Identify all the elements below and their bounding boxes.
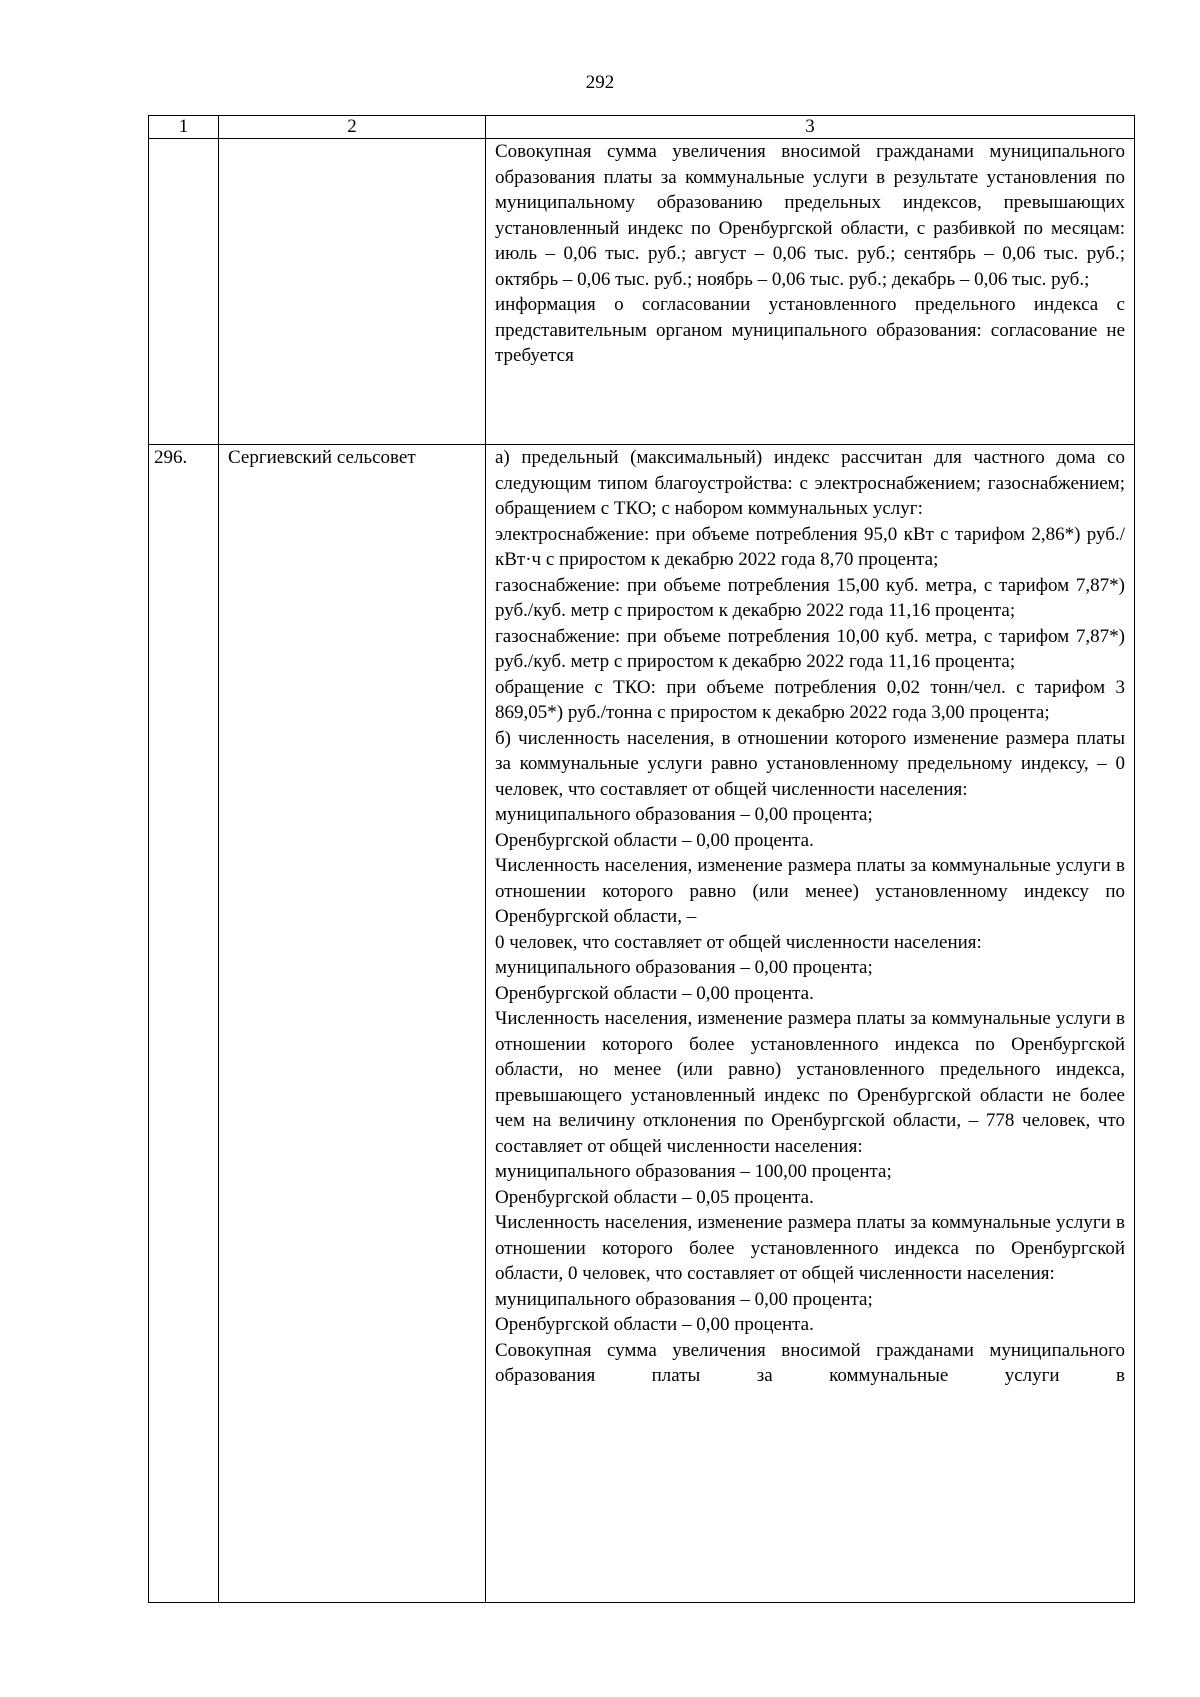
column-header-3: 3 (486, 116, 1135, 139)
row-number-cell: 296. (149, 445, 219, 1603)
municipality-name-cell (219, 139, 486, 445)
description-paragraph: газоснабжение: при объеме потребления 10,00 куб. метра, с тарифом 7,87*) руб./куб. метр с приростом к декабрю 2022 года 11,16 процента; (495, 625, 1125, 672)
description-paragraph: информация о согласовании установленного предельного индекса с представительным органом муниципального образования: согласование не требуется (495, 294, 1125, 366)
indices-table (148, 115, 1135, 1603)
description-paragraph: Совокупная сумма увеличения вносимой гражданами муниципального образования платы за коммунальные услуги в (495, 1339, 1125, 1386)
description-paragraph: электроснабжение: при объеме потребления 95,0 кВт с тарифом 2,86*) руб./кВт·ч с приростом к декабрю 2022 года 8,70 процента; (495, 523, 1125, 570)
description-paragraph: Численность населения, изменение размера платы за коммунальные услуги в отношении которого более установленного индекса по Оренбургской области, но менее (или равно) установленного предельного индекса, превышающего установленный индекс по Оренбургской области не более чем на величину отклонения по Оренбургской области, – 778 человек, что составляет от общей численности населения: (495, 1008, 1125, 1157)
municipality-name-cell: Сергиевский сельсовет (219, 445, 486, 1603)
table-row-continuation (149, 139, 1135, 445)
table-header-row (149, 116, 1135, 139)
description-paragraph: муниципального образования – 100,00 процента; (495, 1161, 892, 1182)
description-paragraph: муниципального образования – 0,00 процента; (495, 957, 873, 978)
description-paragraph: Оренбургской области – 0,00 процента. (495, 982, 814, 1004)
page-number: 292 (585, 72, 615, 93)
table-row-296 (149, 445, 1135, 1603)
description-cell (486, 445, 1135, 1603)
description-paragraph: Совокупная сумма увеличения вносимой гражданами муниципального образования платы за коммунальные услуги в результате установления по муниципальному образованию предельных индексов, превышающих установленный индекс по Оренбургской области, с разбивкой по месяцам: июль – 0,06 тыс. руб.; август – 0,06 тыс. руб.; сентябрь – 0,06 тыс. руб.; октябрь – 0,06 тыс. руб.; ноябрь – 0,06 тыс. руб.; декабрь – 0,06 тыс. руб.; (495, 141, 1125, 290)
description-paragraph: Оренбургской области – 0,00 процента. (495, 1314, 814, 1335)
description-paragraph: газоснабжение: при объеме потребления 15,00 куб. метра, с тарифом 7,87*) руб./куб. метр с приростом к декабрю 2022 года 11,16 процента; (495, 574, 1125, 621)
description-paragraph: 0 человек, что составляет от общей численности населения: (495, 931, 982, 953)
description-paragraph: Оренбургской области – 0,05 процента. (495, 1186, 814, 1208)
description-paragraph: а) предельный (максимальный) индекс рассчитан для частного дома со следующим типом благоустройства: с электроснабжением; газоснабжением; обращением с ТКО; с набором коммунальных услуг: (495, 447, 1125, 519)
description-paragraph: Оренбургской области – 0,00 процента. (495, 829, 814, 851)
description-paragraph: обращение с ТКО: при объеме потребления 0,02 тонн/чел. с тарифом 3 869,05*) руб./тонна с приростом к декабрю 2022 года 3,00 процента; (495, 676, 1125, 723)
description-paragraph: муниципального образования – 0,00 процента; (495, 804, 873, 825)
column-header-1: 1 (149, 116, 219, 139)
description-paragraph: муниципального образования – 0,00 процента; (495, 1288, 873, 1310)
row-number-cell (149, 139, 219, 445)
description-paragraph: Численность населения, изменение размера платы за коммунальные услуги в отношении которого равно (или менее) установленному индексу по Оренбургской области, – (495, 855, 1125, 927)
description-paragraph: Численность населения, изменение размера платы за коммунальные услуги в отношении которого более установленного индекса по Оренбургской области, 0 человек, что составляет от общей численности населения: (495, 1212, 1125, 1284)
column-header-2: 2 (219, 116, 486, 139)
description-paragraph: б) численность населения, в отношении которого изменение размера платы за коммунальные услуги равно установленному предельному индексу, – 0 человек, что составляет от общей численности населения: (495, 727, 1125, 800)
description-cell (486, 139, 1135, 445)
